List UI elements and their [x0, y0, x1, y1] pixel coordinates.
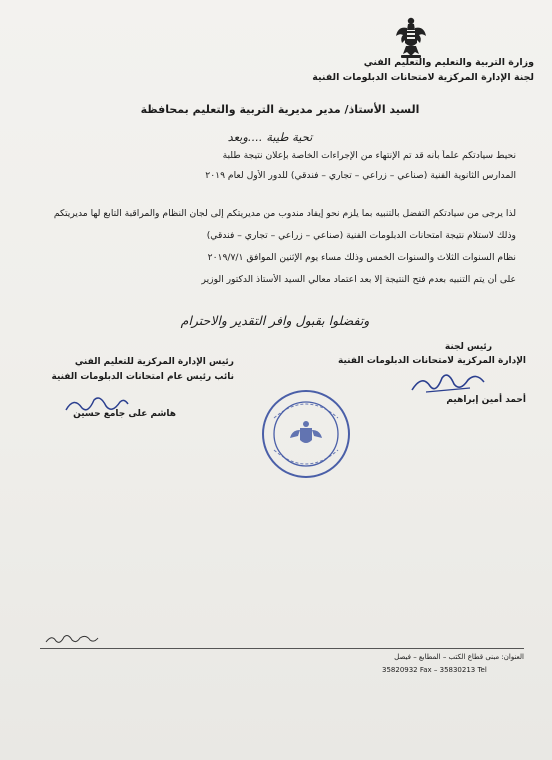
ministry-name: وزارة التربية والتعليم والتعليم الفني: [363, 57, 534, 68]
footer-address: العنوان: مبنى قطاع الكتب – المطابع – فيصل: [394, 653, 524, 661]
footer-rule: [40, 648, 524, 649]
eagle-emblem-icon: [394, 16, 428, 60]
footer-phones: 35820932 Fax – 35830213 Tel: [382, 666, 487, 674]
addressee-line: السيد الأستاذ/ مدير مديرية التربية والتعليم بمحافظة: [140, 103, 420, 116]
right-signer-name: أحمد أمين إبراهيم: [446, 395, 526, 405]
greeting-line: تحية طيبة ....وبعد: [227, 130, 313, 144]
typist-initials-icon: [44, 632, 100, 646]
paragraph2-line: نظام السنوات الثلاث والسنوات الخمس وذلك مساء يوم الإثنين الموافق ٢٠١٩/٧/١: [207, 252, 516, 263]
paragraph2-line: وذلك لاستلام نتيجة امتحانات الدبلومات الفنية (صناعي – زراعي – تجاري – فندقي): [206, 230, 516, 241]
paragraph1-line: نحيط سيادتكم علماً بأنه قد تم الإنتهاء من الإجراءات الخاصة بإعلان نتيجة طلبة: [222, 150, 516, 161]
left-signer-title: رئيس الإدارة المركزية للتعليم الفني: [74, 357, 234, 367]
closing-line: وتفضلوا بقبول وافر التقدير والاحترام: [180, 313, 370, 328]
paragraph2-line: على أن يتم التنبيه بعدم فتح النتيجة إلا بعد اعتماد معالي السيد الأستاذ الدكتور الوزير: [201, 274, 516, 285]
right-signer-title: رئيس لجنة: [444, 342, 492, 352]
left-signer-subtitle: نائب رئيس عام امتحانات الدبلومات الفنية: [51, 372, 234, 382]
committee-name: لجنة الإدارة المركزية لامتحانات الدبلومات الفنية: [312, 72, 534, 83]
right-signer-office: الإدارة المركزية لامتحانات الدبلومات الفنية: [337, 356, 526, 366]
official-stamp-icon: [260, 388, 352, 480]
paragraph2-line: لذا يرجى من سيادتكم التفضل بالتنبيه بما يلزم نحو إيفاد مندوب من مديريتكم إلى لجان النظام والمراقبة التابع لها مديريتكم: [53, 208, 516, 219]
right-signature-icon: [408, 368, 488, 398]
paragraph1-line: المدارس الثانوية الفنية (صناعي – زراعي – تجاري – فندقي) للدور الأول لعام ٢٠١٩: [205, 170, 516, 181]
left-signer-name: هاشم على جامع حسين: [73, 409, 176, 419]
